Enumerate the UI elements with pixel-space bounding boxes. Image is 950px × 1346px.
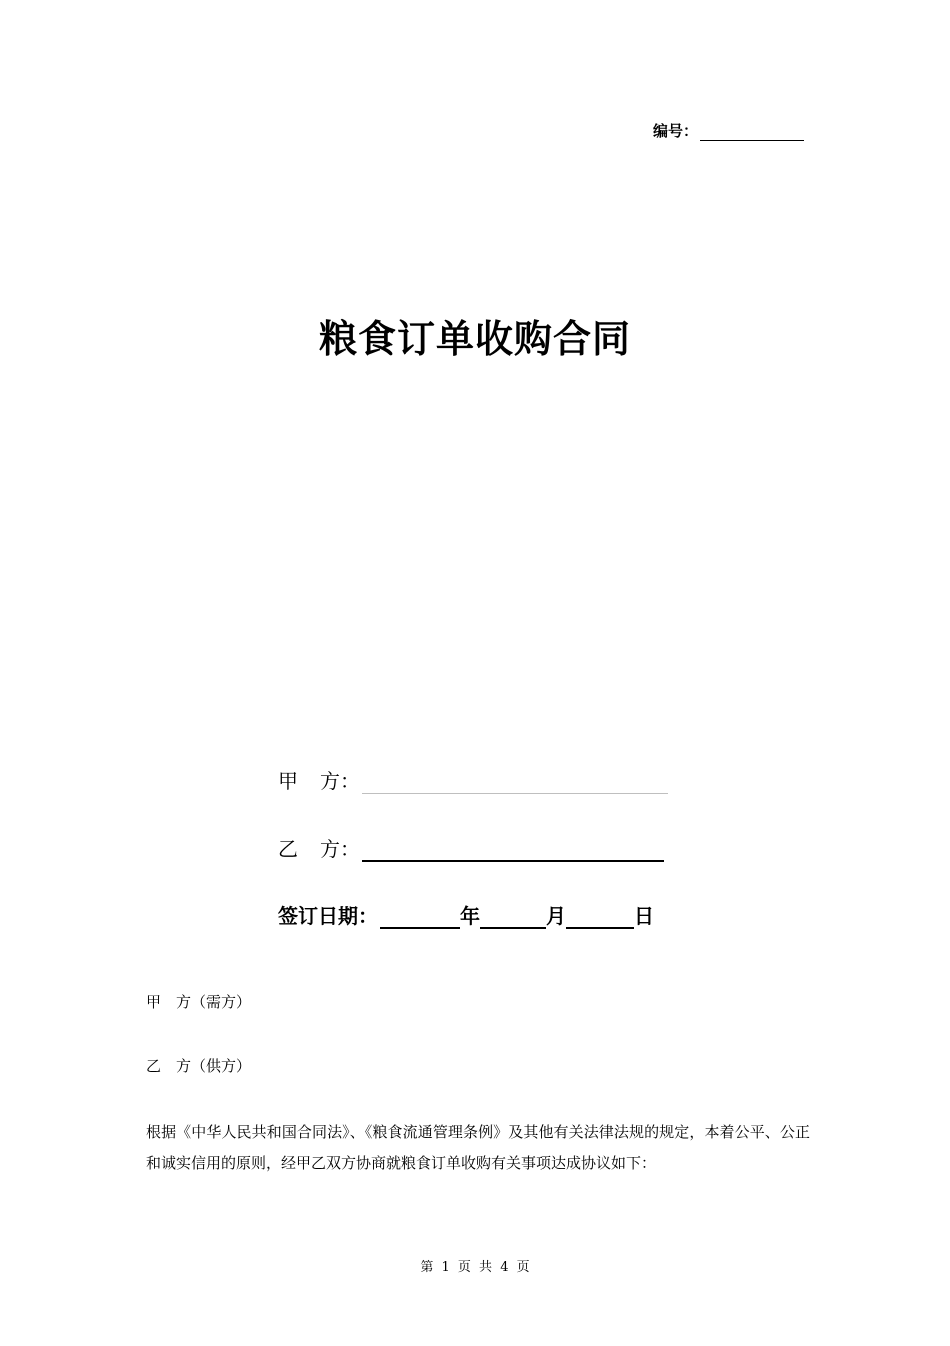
month-blank[interactable] (480, 907, 546, 929)
year-blank[interactable] (380, 907, 460, 929)
party-b-role-line: 乙 方（供方） (146, 1057, 252, 1075)
contract-title: 粮食订单收购合同 (318, 317, 631, 361)
page-number: 第 1 页 共 4 页 (420, 1260, 530, 1275)
month-label: 月 (546, 904, 566, 928)
serial-number-label: 编号： (653, 122, 699, 140)
serial-number-blank[interactable] (700, 126, 804, 141)
party-a-field (278, 765, 668, 794)
day-blank[interactable] (566, 907, 634, 929)
year-label: 年 (460, 904, 480, 928)
day-label: 日 (634, 904, 654, 928)
party-b-label: 乙 方： (278, 837, 360, 861)
signing-date-field (278, 900, 654, 929)
party-a-role-line: 甲 方（需方） (146, 993, 252, 1011)
party-a-blank[interactable] (362, 773, 668, 794)
party-b-blank[interactable] (362, 840, 664, 862)
signing-date-label: 签订日期： (278, 904, 378, 928)
party-b-field (278, 833, 664, 862)
serial-number-field (653, 120, 804, 141)
party-a-label: 甲 方： (278, 769, 360, 793)
intro-paragraph: 根据《中华人民共和国合同法》、《粮食流通管理条例》及其他有关法律法规的规定，本着公平、公正和诚实信用的原则，经甲乙双方协商就粮食订单收购有关事项达成协议如下： (146, 1123, 810, 1172)
